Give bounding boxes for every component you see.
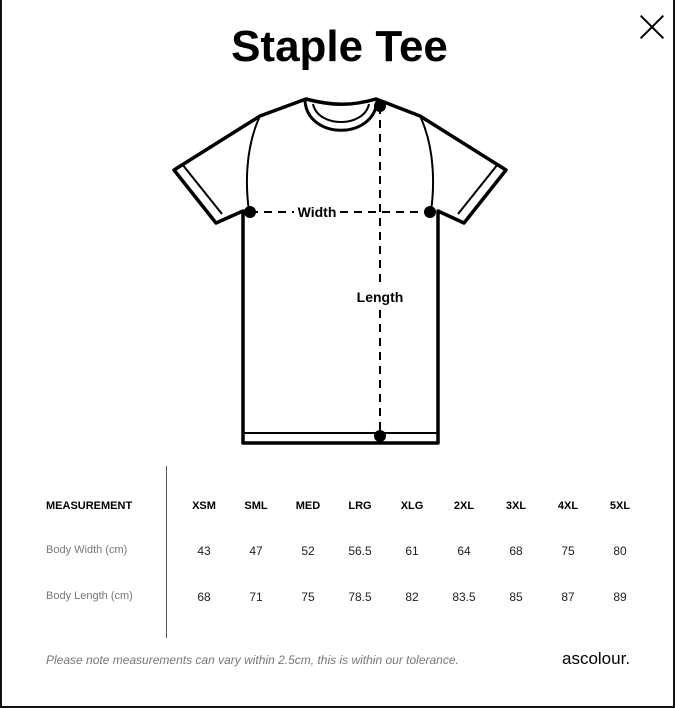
table-cell: 64 <box>457 544 471 558</box>
table-cell: 87 <box>561 590 575 604</box>
brand-logo: ascolour. <box>562 649 631 668</box>
size-header: 4XL <box>557 500 579 512</box>
width-label: Width <box>297 204 337 220</box>
width-right-dot <box>424 206 436 218</box>
table-divider <box>166 466 167 638</box>
length-bottom-dot <box>374 430 386 442</box>
size-header: 3XL <box>505 500 527 512</box>
length-label: Length <box>356 289 404 305</box>
table-cell: 43 <box>197 544 211 558</box>
row-label-body-length: Body Length (cm) <box>46 590 133 602</box>
table-cell: 78.5 <box>348 590 372 604</box>
size-header: 5XL <box>609 500 631 512</box>
table-cell: 52 <box>301 544 315 558</box>
table-cell: 71 <box>249 590 263 604</box>
size-header: 2XL <box>453 500 475 512</box>
length-top-dot <box>374 100 386 112</box>
table-cell: 61 <box>405 544 419 558</box>
table-cell: 80 <box>613 544 627 558</box>
measurement-header: MEASUREMENT <box>46 500 133 512</box>
table-cell: 68 <box>509 544 523 558</box>
size-header: SML <box>244 500 268 512</box>
table-cell: 47 <box>249 544 263 558</box>
size-header: LRG <box>348 500 372 512</box>
page-title: Staple Tee <box>231 22 448 71</box>
table-cell: 75 <box>561 544 575 558</box>
table-cell: 85 <box>509 590 523 604</box>
table-cell: 75 <box>301 590 315 604</box>
tshirt-outline <box>174 99 506 443</box>
row-label-body-width: Body Width (cm) <box>46 544 128 556</box>
tshirt-diagram <box>2 0 675 460</box>
table-cell: 68 <box>197 590 211 604</box>
table-cell: 83.5 <box>452 590 476 604</box>
table-cell: 89 <box>613 590 627 604</box>
size-header: XLG <box>400 500 424 512</box>
width-left-dot <box>244 206 256 218</box>
tolerance-note: Please note measurements can vary within 2.5cm, this is within our tolerance. <box>46 653 459 667</box>
size-header: MED <box>295 500 321 512</box>
table-cell: 82 <box>405 590 419 604</box>
size-header: XSM <box>192 500 216 512</box>
table-cell: 56.5 <box>348 544 372 558</box>
